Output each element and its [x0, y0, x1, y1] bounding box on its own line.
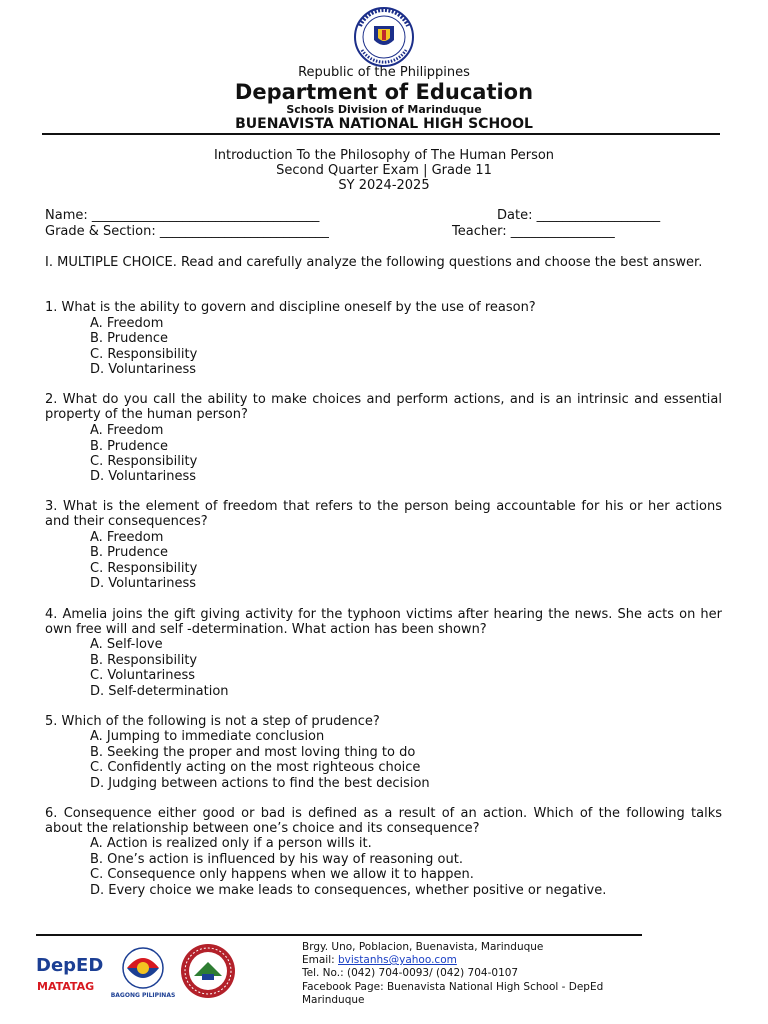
option: B. Seeking the proper and most loving thing to do — [90, 745, 416, 760]
footer-logos — [36, 944, 286, 1000]
footer-divider — [36, 934, 642, 936]
option: A. Jumping to immediate conclusion — [90, 729, 325, 744]
option: D. Self-determination — [90, 684, 229, 699]
school-year: SY 2024-2025 — [338, 178, 430, 193]
instructions: I. MULTIPLE CHOICE. Read and carefully analyze the following questions and choose the best answer. — [45, 255, 703, 270]
footer-email — [302, 954, 457, 967]
deped-matatag-logo — [36, 955, 103, 993]
footer-facebook-cont: Marinduque — [302, 994, 365, 1006]
option: A. Action is realized only if a person wills it. — [90, 836, 372, 851]
option: B. Responsibility — [90, 653, 198, 668]
question-4: 4. Amelia joins the gift giving activity for the typhoon victims after hearing the news. She acts on her own free will and self -determination. What action has been shown? — [45, 607, 722, 638]
bagong-pilipinas-text: BAGONG PILIPINAS — [110, 992, 176, 999]
deped-seal-logo — [348, 6, 420, 68]
date-field: Date: ___________________ — [497, 208, 661, 223]
option: C. Responsibility — [90, 561, 198, 576]
name-field: Name: ___________________________________ — [45, 208, 320, 223]
school-name: BUENAVISTA NATIONAL HIGH SCHOOL — [235, 116, 533, 132]
footer-email-label: Email: — [302, 954, 339, 966]
question-1: 1. What is the ability to govern and discipline oneself by the use of reason? — [45, 300, 536, 315]
option: A. Freedom — [90, 316, 164, 331]
bagong-pilipinas-logo — [111, 948, 176, 999]
option: B. One’s action is influenced by his way of reasoning out. — [90, 852, 463, 867]
question-3: 3. What is the element of freedom that refers to the person being accountable for his or her actions and their consequences? — [45, 499, 722, 530]
option: C. Voluntariness — [90, 668, 196, 683]
header-divider — [42, 133, 720, 135]
email-link[interactable]: bvistanhs@yahoo.com — [338, 954, 457, 966]
option: B. Prudence — [90, 545, 169, 560]
subject-title: Introduction To the Philosophy of The Human Person — [213, 148, 555, 163]
option: D. Every choice we make leads to consequences, whether positive or negative. — [90, 883, 607, 898]
option: C. Responsibility — [90, 347, 198, 362]
question-6: 6. Consequence either good or bad is defined as a result of an action. Which of the following talks about the relationship between one’s choice and its consequence? — [45, 806, 722, 837]
department-title: Department of Education — [234, 80, 534, 104]
school-seal-logo — [181, 944, 235, 998]
footer-address: Brgy. Uno, Poblacion, Buenavista, Marinduque — [302, 941, 544, 953]
question-5: 5. Which of the following is not a step of prudence? — [45, 714, 380, 729]
option: A. Self-love — [90, 637, 163, 652]
footer-tel: Tel. No.: (042) 704-0093/ (042) 704-0107 — [302, 967, 519, 979]
option: A. Freedom — [90, 423, 164, 438]
republic-line: Republic of the Philippines — [298, 65, 470, 80]
teacher-field: Teacher: ________________ — [452, 224, 615, 239]
option: D. Voluntariness — [90, 576, 197, 591]
option: C. Responsibility — [90, 454, 198, 469]
question-2: 2. What do you call the ability to make choices and perform actions, and is an intrinsic and essential property of the human person? — [45, 392, 722, 423]
division-line: Schools Division of Marinduque — [286, 103, 482, 116]
option: D. Voluntariness — [90, 362, 197, 377]
footer-facebook: Facebook Page: Buenavista National High School - DepEd — [302, 981, 604, 993]
option: C. Consequence only happens when we allow it to happen. — [90, 867, 474, 882]
option: C. Confidently acting on the most righteous choice — [90, 760, 421, 775]
deped-logo-text: DepED — [36, 955, 104, 976]
option: D. Judging between actions to find the best decision — [90, 776, 430, 791]
option: B. Prudence — [90, 331, 169, 346]
option: B. Prudence — [90, 439, 169, 454]
exam-title: Second Quarter Exam | Grade 11 — [276, 163, 492, 178]
option: D. Voluntariness — [90, 469, 197, 484]
grade-section-field: Grade & Section: __________________________ — [45, 224, 329, 239]
matatag-logo-text: MATATAG — [37, 980, 95, 993]
option: A. Freedom — [90, 530, 164, 545]
